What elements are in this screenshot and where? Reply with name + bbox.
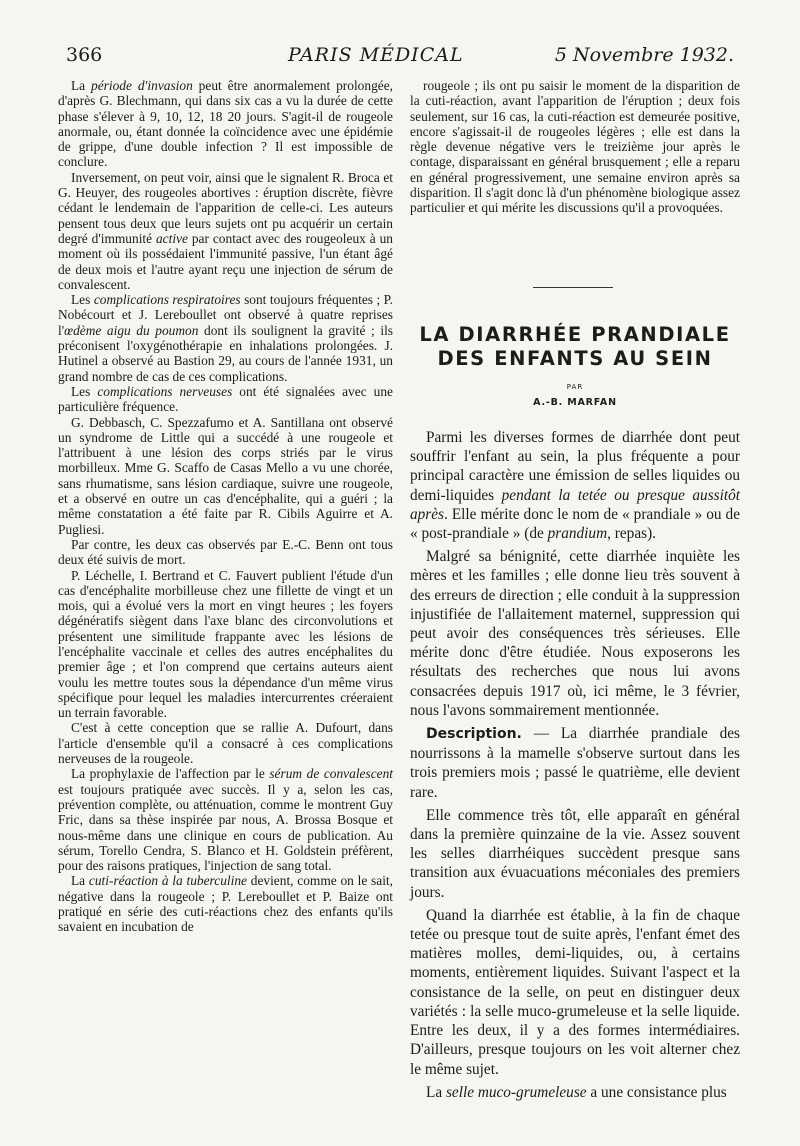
paragraph: [58, 170, 393, 292]
author-name: A.-B. MARFAN: [533, 397, 617, 408]
italic-phrase: prandium: [547, 525, 608, 543]
paragraph: [58, 873, 393, 934]
text-run: rougeole ; ils ont pu saisir le moment de la disparition de la cuti-réaction, avant l'apparition de l'éruption ; deux fois seulement, sur 16 cas, la cuti-réaction est demeurée positive, encore s'agissait-il de rougeoles légères ; elle est dans la règle devenue négative vers le treizième jour après le contage, disparaissant en général brusquement ; elle a reparu en général progressivement, une semaine environ après sa disparition. Il s'agit donc là d'un phénomène biologique assez particulier et qui mérite les discussions qu'il a provoquées.: [410, 78, 740, 216]
article-title-line-1: LA DIARRHÉE PRANDIALE: [419, 323, 731, 346]
text-run: , repas).: [607, 525, 656, 543]
text-run: Par contre, les deux cas observés par E.-C. Benn ont tous deux été suivis de mort.: [58, 536, 393, 568]
italic-phrase: active: [155, 230, 188, 246]
text-run: C'est à cette conception que se rallie A. Dufourt, dans l'article d'ensemble qu'il a consacré à ces complications nerveuses de la rougeole.: [58, 720, 393, 767]
text-run: Parmi les diverses formes de diarrhée dont peut souffrir l'enfant au sein, la plus fréquente a pour principal caractère une émission de selles liquides ou demi-liquides: [410, 429, 740, 504]
text-run: est toujours pratiquée avec succès. Il y a, selon les cas, prévention complète, ou atténuation, comme le montrent Guy Fric, dans sa thèse inspirée par nous, A. Brossa Bosque et nous-même dans une clinique en cours de publication. Au sérum, Torello Cendra, S. Blanco et H. Goldstein préfèrent, pour des raisons pratiques, l'injection de sang total.: [58, 781, 393, 874]
article-title: [410, 323, 740, 371]
text-run: sont toujours fréquentes ; P. Nobécourt et J. Lereboullet ont observé à quatre reprises l': [58, 292, 393, 338]
issue-date: 5 Novembre 1932.: [554, 44, 734, 66]
paragraph: [58, 384, 393, 415]
article-title-block: [410, 323, 740, 408]
text-run: . Elle mérite donc le nom de « prandiale » ou de « post-prandiale » (de: [410, 505, 740, 543]
italic-phrase: période d'invasion: [91, 78, 193, 93]
right-column-continuation: [410, 78, 740, 216]
paragraph: [410, 78, 740, 216]
journal-title: PARIS MÉDICAL: [288, 44, 464, 66]
italic-phrase: complications respiratoires: [93, 292, 241, 308]
page-number: 366: [66, 44, 103, 66]
text-run: La: [71, 873, 89, 889]
paragraph: [410, 906, 740, 1079]
italic-phrase: selle muco-grumeleuse: [445, 1083, 587, 1101]
text-run: Inversement, on peut voir, ainsi que le signalent R. Broca et G. Heuyer, des rougeoles abortives : éruption discrète, fièvre cédant le lendemain de l'apparition de celle-ci. Les auteurs pensent tous deux que leurs sujets ont pu acquérir un certain degré d'immunité: [58, 169, 393, 246]
paragraph: [58, 720, 393, 766]
section-divider: [533, 287, 613, 288]
paragraph: [58, 766, 393, 873]
run-in-heading: Description.: [426, 726, 522, 743]
paragraph: [410, 1083, 740, 1102]
italic-phrase: œdème aigu du poumon: [64, 322, 199, 338]
text-run: Les: [71, 383, 98, 399]
text-run: ont été signalées avec une particulière fréquence.: [58, 383, 393, 415]
article-title-line-2: DES ENFANTS AU SEIN: [437, 347, 713, 370]
text-run: La prophylaxie de l'affection par le: [71, 766, 270, 782]
text-run: La: [426, 1083, 446, 1101]
text-run: Malgré sa bénignité, cette diarrhée inquiète les mères et les familles ; elle donne lieu très souvent à des erreurs de direction ; elle conduit à la suppression injustifiée de l'allaitement maternel, suppression qui peut avoir des conséquences très sérieuses. Elle mérite donc d'être étudiée. Nous exposerons les résultats des recherches que nous lui avons consacrées depuis 1917 où, ici même, le 3 février, nous l'avons sommairement mentionnée.: [410, 548, 740, 719]
left-column: [58, 78, 393, 935]
text-run: a une consistance plus: [586, 1083, 727, 1101]
paragraph: [58, 78, 393, 170]
paragraph: [410, 724, 740, 802]
text-run: dont ils soulignent la gravité ; ils préconisent l'oxygénothérapie en inhalations prolongées. J. Hutinel a observé au Bastion 29, au cours de l'année 1931, un grand nombre de cas de ces complications.: [58, 322, 393, 384]
text-run: — La diarrhée prandiale des nourrissons à la mamelle s'observe surtout dans les trois premiers mois ; passé le quatrième, elle devient rare.: [410, 725, 740, 801]
paragraph: [58, 415, 393, 537]
article-body: [410, 428, 740, 1106]
paragraph: [410, 428, 740, 543]
text-run: La: [71, 78, 92, 93]
text-run: Les: [71, 292, 94, 308]
text-run: P. Léchelle, I. Bertrand et C. Fauvert publient l'étude d'un cas d'encéphalite morbilleuse chez une fillette de vingt et un mois, qui a évolué vers la mort en vingt heures ; les foyers dégénératifs siègent dans l'axe blanc des circonvolutions et présentent une similitude frappante avec les lésions de l'encéphalite vaccinale et celles des autres encéphalites du premier âge ; et l'on comprend que certains auteurs aient voulu les mettre toutes sous la dépendance d'un même virus spécifique pour lequel les maladies intercurrentes créeraient un terrain favorable.: [58, 567, 393, 721]
paragraph: [58, 568, 393, 721]
text-run: peut être anormalement prolongée, d'après G. Blechmann, qui dans six cas a vu la durée de cette phase s'élever à 9, 10, 12, 18 20 jours. S'agit-il de rougeole anormale, ou, étant donnée la coïncidence avec une épidémie de grippe, d'une double infection ? Il est impossible de conclure.: [58, 78, 393, 170]
italic-phrase: cuti-réaction à la tuberculine: [88, 873, 247, 889]
text-run: devient, comme on le sait, négative dans la rougeole ; P. Lereboullet et P. Baize ont pratiqué en série des cuti-réactions chez des enfants qu'ils savaient en incubation de: [58, 873, 393, 935]
text-run: Elle commence très tôt, elle apparaît en général dans la première quinzaine de la vie. Assez souvent les selles diarrhéiques succèdent presque sans transition aux évuacuations méconiales des premiers jours.: [410, 806, 740, 901]
paragraph: [58, 537, 393, 568]
text-run: G. Debbasch, C. Spezzafumo et A. Santillana ont observé un syndrome de Little qui a succédé à une rougeole et l'attribuent à une lésion des corps striés par le virus morbilleux. Mme G. Scaffo de Casas Mello a vu une chorée, sans rhumatisme, sans lésion cardiaque, suivre une rougeole, et a observé en outre un cas d'encéphalite, qui a guéri ; la même constatation a été faite par R. Cibils Aguirre et A. Pugliesi.: [58, 414, 393, 537]
paragraph: [410, 806, 740, 902]
text-run: Quand la diarrhée est établie, à la fin de chaque tetée ou presque tout de suite après, l'enfant émet des matières molles, demi-liquides, ou, à certains moments, entièrement liquides. Suivant l'aspect et la consistance de la selle, on peut en distinguer deux variétés : la selle muco-grumeleuse et la selle liquide. Entre les deux, il y a des formes intermédiaires. D'ailleurs, presque toujours on les voit alterner chez le même sujet.: [410, 906, 740, 1078]
italic-phrase: complications nerveuses: [97, 383, 233, 399]
paragraph: [58, 292, 393, 384]
italic-phrase: pendant la tetée ou presque aussitôt après: [410, 486, 740, 523]
italic-phrase: sérum de convalescent: [269, 766, 393, 782]
running-header: [58, 44, 738, 72]
text-run: par contact avec des rougeoleux à un moment où ils possédaient l'immunité passive, l'un étant âgé de deux mois et l'autre ayant reçu une injection de sérum de convalescent.: [58, 230, 393, 292]
by-label: PAR: [566, 383, 584, 391]
paragraph: [410, 547, 740, 720]
